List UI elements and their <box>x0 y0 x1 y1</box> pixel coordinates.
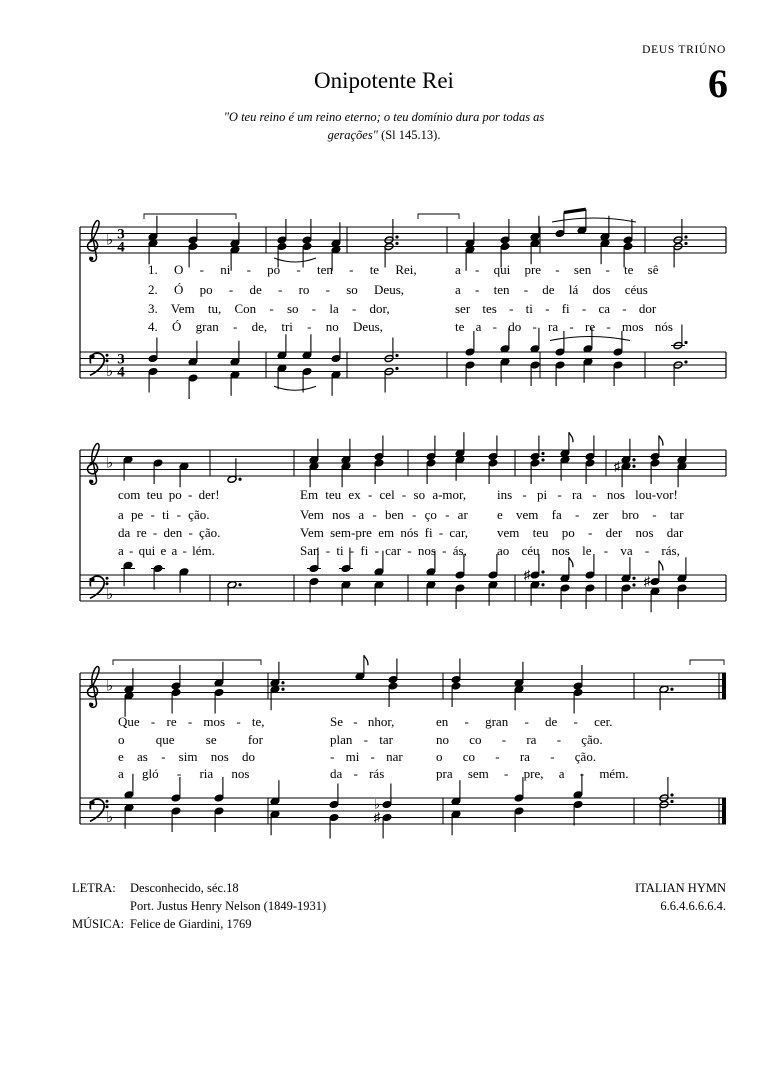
tune-name: ITALIAN HYMN <box>635 881 726 895</box>
svg-text:♭: ♭ <box>106 364 114 380</box>
translator-credit: Port. Justus Henry Nelson (1849-1931) <box>130 899 327 913</box>
lyric-line-segment: 1. O - ni - po - ten - te Rei, <box>148 262 417 277</box>
hymn-number: 6 <box>708 61 728 106</box>
lyric-line-segment: Vem nos a - ben - ço - ar <box>300 507 468 522</box>
scripture-reference: (Sl 145.13). <box>377 128 441 142</box>
lyric-line-segment: a pe - ti - ção. <box>118 507 210 522</box>
svg-text:4: 4 <box>117 239 125 256</box>
lyric-line-segment: te a - do - ra - re - mos nós <box>455 319 673 334</box>
lyric-line-segment: 2. Ó po - de - ro - so Deus, <box>148 282 405 297</box>
lyric-line-segment: vem teu po - der nos dar <box>497 525 684 540</box>
lyric-line-segment: San - ti - fi - car - nos - ás, <box>300 543 467 558</box>
lyric-line-segment: 3. Vem tu, Con - so - la - dor, <box>148 301 390 316</box>
lyric-line-segment: ao céu nos le - va - rás, <box>497 543 680 558</box>
lyrics-credit-label: LETRA: <box>72 881 116 895</box>
svg-text:4: 4 <box>117 364 125 381</box>
lyric-line-segment: ser tes - ti - fi - ca - dor <box>455 301 657 316</box>
svg-text:♭: ♭ <box>373 796 381 812</box>
svg-text:3: 3 <box>117 351 125 368</box>
lyric-line-segment: e as - sim nos do <box>118 749 256 764</box>
svg-text:♭: ♭ <box>106 678 114 695</box>
lyric-line-segment: - mi - nar <box>330 749 403 764</box>
lyric-line-segment: Em teu ex - cel - so a-mor, <box>300 487 467 502</box>
lyric-line-segment: a - ten - de lá dos céus <box>455 282 648 297</box>
epigraph-line1: "O teu reino é um reino eterno; o teu domínio dura por todas as <box>223 110 545 124</box>
lyric-line-segment: no co - ra - ção. <box>436 732 603 747</box>
section-heading: DEUS TRIÚNO <box>642 44 726 56</box>
music-credit-value: Felice de Giardini, 1769 <box>130 917 252 931</box>
lyric-line-segment: com teu po - der! <box>118 487 220 502</box>
music-credit-label: MÚSICA: <box>72 917 125 931</box>
lyric-line-segment: o que se for <box>118 732 264 747</box>
svg-text:♭: ♭ <box>106 455 114 472</box>
svg-text:♭: ♭ <box>106 810 114 826</box>
svg-text:♭: ♭ <box>106 232 114 249</box>
lyric-line-segment: 4. Ó gran - de, tri - no Deus, <box>148 319 383 334</box>
lyric-line-segment: a - qui e a - lém. <box>118 543 215 558</box>
svg-text:3: 3 <box>117 226 125 243</box>
meter-signature: 6.6.4.6.6.6.4. <box>660 899 726 913</box>
lyric-line-segment: o co - ra - ção. <box>436 749 597 764</box>
lyric-line-segment: Se - nhor, <box>330 714 395 729</box>
lyric-line-segment: e vem fa - zer bro - tar <box>497 507 684 522</box>
lyrics-credit-value: Desconhecido, séc.18 <box>130 881 239 895</box>
lyric-line-segment: pra sem - pre, a - mém. <box>436 766 629 781</box>
lyric-line-segment: da - rás <box>330 766 385 781</box>
lyric-line-segment: a gló - ria nos <box>118 766 250 781</box>
epigraph-quote: gerações" <box>327 128 378 142</box>
svg-text:♯: ♯ <box>643 573 651 589</box>
lyric-line-segment: Vem sem-pre em nós fi - car, <box>300 525 469 540</box>
svg-text:♭: ♭ <box>106 587 114 603</box>
lyric-line-segment: da re - den - ção. <box>118 525 221 540</box>
svg-text:♯: ♯ <box>613 458 621 474</box>
lyric-line-segment: en - gran - de - cer. <box>436 714 613 729</box>
svg-text:♯: ♯ <box>373 809 381 825</box>
hymn-title: Onipotente Rei <box>314 68 454 93</box>
lyric-line-segment: ins - pi - ra - nos lou-vor! <box>497 487 678 502</box>
lyric-line-segment: a - qui pre - sen - te sê <box>455 262 659 277</box>
svg-text:♯: ♯ <box>523 567 531 582</box>
lyric-line-segment: plan - tar <box>330 732 393 747</box>
lyric-line-segment: Que - re - mos - te, <box>118 714 265 729</box>
